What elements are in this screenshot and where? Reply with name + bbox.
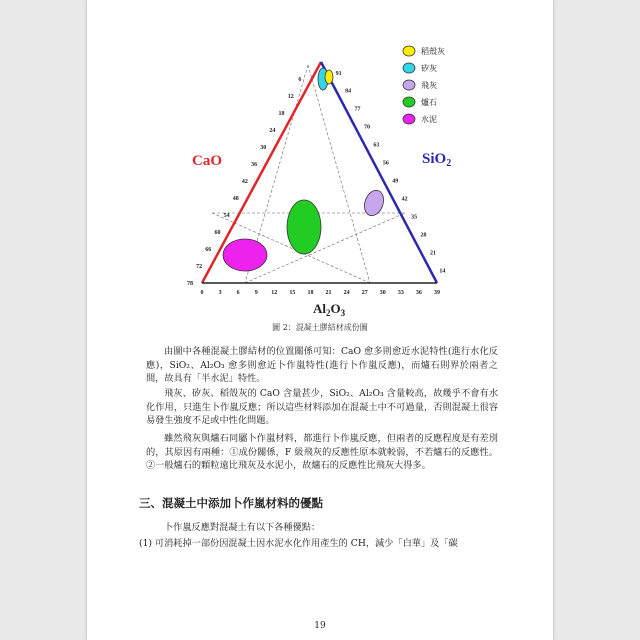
- sio2-tick-label: 77: [354, 106, 361, 113]
- legend-label: 稻殼灰: [421, 47, 445, 56]
- legend-label: 矽灰: [421, 64, 437, 73]
- al2o3-tick-label: 6: [236, 290, 240, 296]
- cao-tick-label: 12: [287, 94, 294, 100]
- cao-tick-label: 18: [278, 111, 285, 117]
- sio2-axis-title: SiO$_2$: [422, 151, 452, 169]
- sio2-tick-label: 70: [363, 124, 370, 131]
- sio2-tick-label: 21: [429, 250, 436, 257]
- legend-label: 爐石: [421, 98, 437, 107]
- cement-region: [223, 239, 267, 271]
- sio2-tick-label: 49: [392, 178, 399, 185]
- cao-tick-label: 36: [251, 162, 258, 168]
- al2o3-tick-label: 9: [254, 290, 258, 296]
- al2o3-tick-label: 39: [434, 290, 440, 296]
- legend-swatch: [403, 46, 415, 56]
- ternary-diagram: [87, 0, 553, 320]
- cao-tick-label: 78: [187, 281, 193, 287]
- al2o3-axis-title: $Al_2O_3$: [313, 301, 346, 318]
- cao-tick-label: 66: [205, 247, 212, 253]
- al2o3-tick-label: 33: [397, 290, 404, 296]
- sio2-tick-label: 14: [439, 268, 446, 275]
- cao-tick-label: 60: [214, 230, 221, 236]
- cao-tick-label: 48: [232, 196, 239, 202]
- legend-label: 水泥: [421, 115, 437, 124]
- cao-tick-label: 30: [260, 145, 267, 151]
- figure-caption: 圖 2：混凝土膠結材成份圖: [272, 323, 368, 332]
- legend-swatch: [403, 63, 415, 73]
- page-number: 19: [314, 621, 326, 631]
- al2o3-tick-label: 30: [379, 290, 386, 296]
- cao-tick-label: 6: [298, 77, 302, 83]
- sio2-tick-label: 56: [382, 160, 389, 167]
- al2o3-tick-label: 24: [343, 290, 350, 296]
- paragraph-1: 由圖中各種混凝土膠結材的位置關係可知：CaO 愈多則愈近水泥特性(進行水化反應)，SiO₂、Al₂O₃ 愈多則愈近卜作嵐特性(進行卜作嵐反應)，而爐石則界於兩者之間，故具有「半水泥」特性。: [146, 346, 498, 385]
- sio2-tick-label: 84: [345, 88, 352, 95]
- cao-axis-title: CaO: [192, 153, 222, 169]
- al2o3-tick-label: 3: [218, 290, 222, 296]
- section-heading: 三、混凝土中添加卜作嵐材料的優點: [139, 496, 323, 510]
- section-intro: 卜作嵐反應對混凝土有以下各種優點：: [164, 522, 321, 533]
- al2o3-tick-label: 27: [361, 290, 368, 296]
- legend-swatch: [403, 114, 415, 124]
- al2o3-tick-label: 15: [289, 290, 296, 296]
- al2o3-tick-label: 18: [307, 290, 314, 296]
- sio2-tick-label: 42: [401, 196, 408, 203]
- cao-tick-label: 54: [223, 213, 230, 219]
- sio2-tick-label: 28: [420, 232, 427, 239]
- cao-tick-label: 24: [269, 128, 276, 134]
- sio2-tick-label: 91: [335, 70, 342, 77]
- legend: [403, 46, 445, 124]
- al2o3-tick-label: 21: [325, 290, 332, 296]
- sio2-tick-label: 63: [373, 142, 380, 149]
- al2o3-tick-label: 36: [415, 290, 422, 296]
- legend-swatch: [403, 97, 415, 107]
- slag-region: [287, 200, 321, 254]
- fly-ash-region: [361, 188, 387, 219]
- sio2-tick-label: 35: [411, 214, 418, 221]
- document-page: [87, 0, 553, 640]
- legend-label: 飛灰: [421, 81, 437, 90]
- paragraph-2: 飛灰、矽灰、稻殼灰的 CaO 含量甚少，SiO₂、Al₂O₃ 含量較高，故幾乎不會有水化作用，只進生卜作嵐反應；所以這些材料添加在混凝土中不可過量，否則混凝土很容易發生強度不足或中性化問題。: [146, 388, 498, 427]
- list-item-1: (1) 可消耗掉一部份因混凝土因水泥水化作用產生的 CH，減少「白華」及「碳: [139, 538, 458, 549]
- cao-tick-label: 42: [241, 179, 248, 185]
- legend-swatch: [403, 80, 415, 90]
- al2o3-tick-label: 12: [271, 290, 278, 296]
- rice-husk-ash-region: [325, 70, 333, 84]
- paragraph-3: 雖然飛灰與爐石同屬卜作嵐材料，都進行卜作嵐反應，但兩者的反應程度是有差別的，其原因有兩種：①成份關係，F 級飛灰的反應性原本就較弱，不若爐石的反應性。②一般爐石的顆粒遠比飛灰及水泥小，故爐石的反應性比飛灰大得多。: [146, 433, 498, 472]
- al2o3-tick-labels: [201, 290, 441, 296]
- al2o3-tick-label: 0: [200, 290, 204, 296]
- cao-tick-label: 72: [196, 264, 203, 270]
